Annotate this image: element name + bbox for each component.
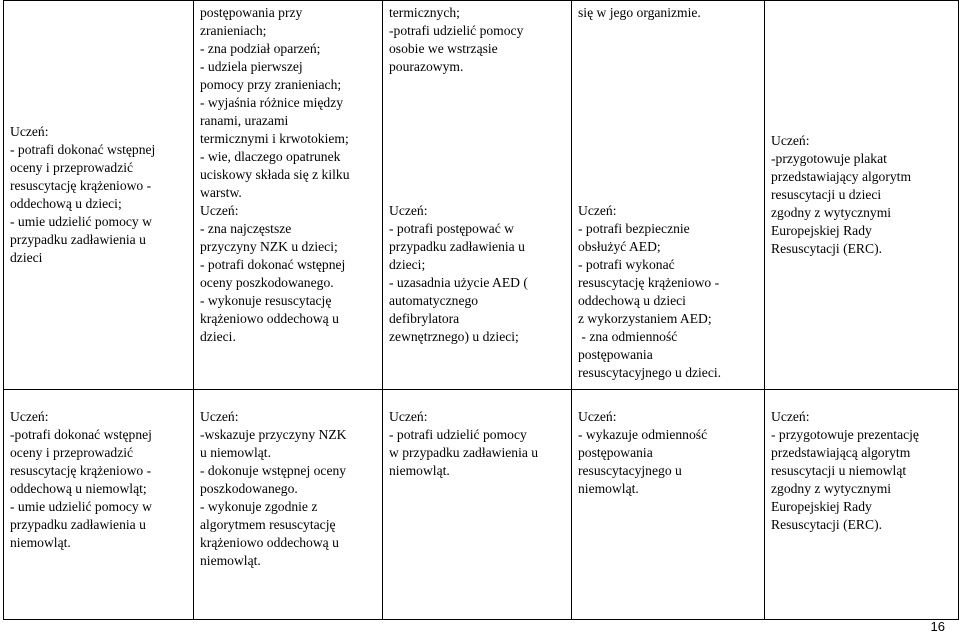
text-line: niemowląt. [389,463,450,478]
text-line: dzieci. [200,329,236,344]
text-line: - umie udzielić pomocy w [10,214,152,229]
cell-r2-c3 [383,390,572,620]
text-line: warstw. [200,185,242,200]
text-line: niemowląt. [10,535,71,550]
cell-r2-c5 [765,390,959,620]
text-line: - potrafi dokonać wstępnej [200,257,346,272]
cell-r1-c4 [572,1,765,390]
text-line: przedstawiającą algorytm [771,445,911,460]
text-line: obsłużyć AED; [578,239,661,254]
text-line: zewnętrznego) u dzieci; [389,329,519,344]
text-line: Uczeń: [10,409,49,424]
text-line: Resuscytacji (ERC). [771,517,882,532]
text-line: zranieniach; [200,23,267,38]
text-line: Uczeń: [771,133,810,148]
text-line: pourazowym. [389,59,464,74]
text-line: - zna najczęstsze [200,221,292,236]
text-line: - potrafi wykonać [578,257,675,272]
cell-r2-c2 [194,390,383,620]
text-line: oddechową u niemowląt; [10,481,147,496]
text-line: zgodny z wytycznymi [771,481,892,496]
text-line: oddechową u dzieci [578,293,686,308]
cell-r2-c1 [4,390,194,620]
text-line: przypadku zadławienia u [389,239,525,254]
text-line: - uzasadnia użycie AED ( [389,275,528,290]
text-line: przypadku zadławienia u [10,232,146,247]
content-table [3,0,959,620]
text-line: osobie we wstrząsie [389,41,498,56]
text-line: - zna odmienność [578,329,678,344]
text-line: resuscytacji u dzieci [771,187,882,202]
text-line: Europejskiej Rady [771,223,872,238]
text-line: automatycznego [389,293,479,308]
text-line: resuscytację krążeniowo - [10,463,152,478]
text-line: krążeniowo oddechową u [200,311,339,326]
text-line: - potrafi postępować w [389,221,514,236]
text-line: - umie udzielić pomocy w [10,499,152,514]
text-line: oceny poszkodowanego. [200,275,334,290]
text-line: Uczeń: [10,124,49,139]
text-line: resuscytację krążeniowo - [10,178,152,193]
text-line: Uczeń: [200,409,239,424]
cell-r1-c3 [383,1,572,390]
text-line: poszkodowanego. [200,481,298,496]
text-line: -wskazuje przyczyny NZK [200,427,347,442]
text-line: Resuscytacji (ERC). [771,241,882,256]
text-line: z wykorzystaniem AED; [578,311,712,326]
text-line: resuscytacyjnego u [578,463,682,478]
text-line: Uczeń: [578,409,617,424]
text-line: Uczeń: [389,409,428,424]
text-line: postępowania przy [200,5,303,20]
text-line: w przypadku zadławienia u [389,445,539,460]
text-line: - dokonuje wstępnej oceny [200,463,347,478]
text-line: resuscytację krążeniowo - [578,275,720,290]
text-line: przyczyny NZK u dzieci; [200,239,338,254]
text-line: dzieci; [389,257,426,272]
text-line: - potrafi bezpiecznie [578,221,690,236]
text-line: defibrylatora [389,311,460,326]
text-line: postępowania [578,445,653,460]
text-line: Uczeń: [389,203,428,218]
text-line: oddechową u dzieci; [10,196,122,211]
cell-r1-c5 [765,1,959,390]
text-line: postępowania [578,347,653,362]
text-line: -potrafi dokonać wstępnej [10,427,152,442]
cell-r1-c2 [194,1,383,390]
text-line: termicznych; [389,5,460,20]
text-line: - zna podział oparzeń; [200,41,321,56]
text-line: - udziela pierwszej [200,59,303,74]
text-line: ranami, urazami [200,113,289,128]
text-line: algorytmem resuscytację [200,517,336,532]
text-line: -potrafi udzielić pomocy [389,23,524,38]
table-row-children [4,1,959,390]
page-number: 16 [930,619,945,634]
text-line: niemowląt. [578,481,639,496]
text-line: niemowląt. [200,553,261,568]
text-line: krążeniowo oddechową u [200,535,339,550]
text-line: dzieci [10,250,43,265]
table-row-infants [4,390,959,620]
text-line: oceny i przeprowadzić [10,445,134,460]
text-line: - wykonuje resuscytację [200,293,332,308]
text-line: resuscytacyjnego u dzieci. [578,365,722,380]
text-line: Uczeń: [578,203,617,218]
text-line: - wykonuje zgodnie z [200,499,318,514]
text-line: Uczeń: [200,203,239,218]
text-line: przedstawiający algorytm [771,169,912,184]
cell-r1-c1 [4,1,194,390]
text-line: - potrafi udzielić pomocy [389,427,527,442]
text-line: - wie, dlaczego opatrunek [200,149,341,164]
text-line: Europejskiej Rady [771,499,872,514]
text-line: uciskowy składa się z kilku [200,167,350,182]
text-line: termicznymi i krwotokiem; [200,131,349,146]
text-line: u niemowląt. [200,445,271,460]
cell-r2-c4 [572,390,765,620]
text-line: -przygotowuje plakat [771,151,887,166]
text-line: zgodny z wytycznymi [771,205,892,220]
text-line: pomocy przy zranieniach; [200,77,342,92]
text-line: - wykazuje odmienność [578,427,708,442]
text-line: oceny i przeprowadzić [10,160,134,175]
text-line: się w jego organizmie. [578,5,701,20]
text-line: przypadku zadławienia u [10,517,146,532]
text-line: resuscytacji u niemowląt [771,463,907,478]
text-line: - wyjaśnia różnice między [200,95,344,110]
text-line: - potrafi dokonać wstępnej [10,142,156,157]
text-line: - przygotowuje prezentację [771,427,919,442]
text-line: Uczeń: [771,409,810,424]
